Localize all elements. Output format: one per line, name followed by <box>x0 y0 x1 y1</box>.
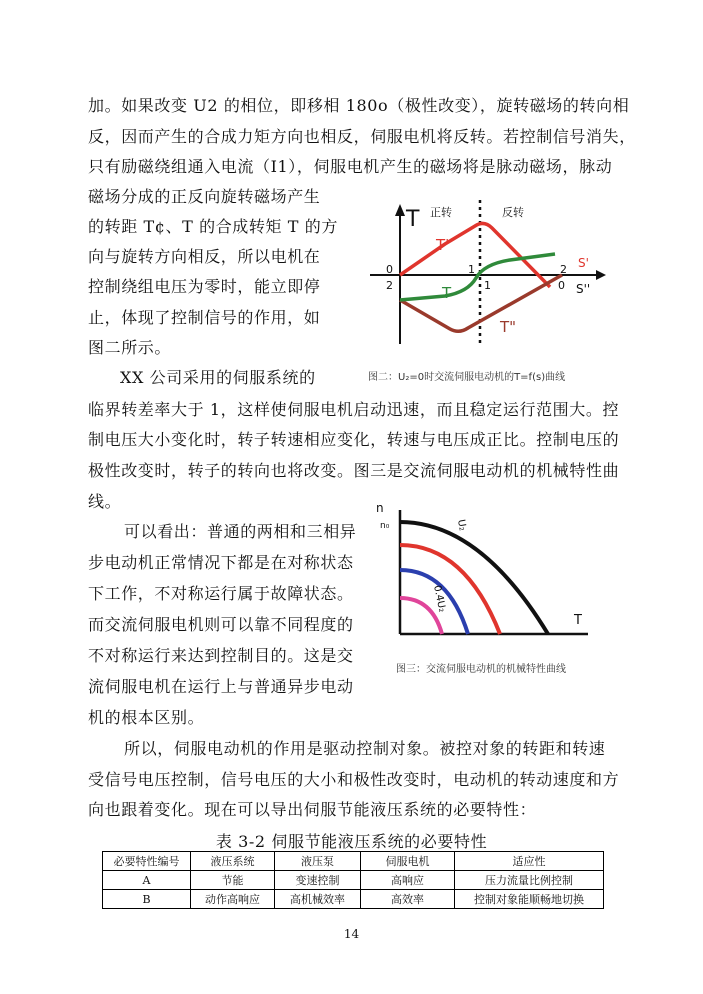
text-line: 的转距 T¢、T 的合成转矩 T 的方 <box>88 217 338 236</box>
left-two-label: 2 <box>386 279 393 292</box>
s-double-prime-label: S'' <box>576 282 591 296</box>
table-cell: 控制对象能顺畅地切换 <box>455 890 604 909</box>
text-line: 极性改变时，转子的转向也将改变。图三是交流伺服电动机的机械特性曲 <box>88 461 620 480</box>
t-prime-label: T' <box>436 236 450 254</box>
table-cell: 变速控制 <box>275 871 361 890</box>
table-header-cell: 液压泵 <box>275 852 361 871</box>
n-axis-label: n <box>376 501 384 515</box>
right-two-label: 2 <box>560 263 567 276</box>
table-cell: A <box>103 871 191 890</box>
characteristics-table <box>102 851 604 909</box>
text-line: 步电动机正常情况下都是在对称状态 <box>88 553 354 572</box>
text-line: 可以看出：普通的两相和三相异 <box>124 522 357 541</box>
table-header-cell: 伺服电机 <box>361 852 455 871</box>
text-line: 控制绕组电压为零时，能立即停 <box>88 277 321 296</box>
top-one-label: 1 <box>468 263 475 276</box>
t-axis-label: T <box>574 613 582 628</box>
text-line: 受信号电压控制，信号电压的大小和极性改变时，电动机的转动速度和方 <box>88 770 620 789</box>
figure-2-torque-slip-chart <box>350 192 610 352</box>
table-cell: 高机械效率 <box>275 890 361 909</box>
text-line: 临界转差率大于 1，这样使伺服电机启动迅速，而且稳定运行范围大。控 <box>88 400 620 419</box>
text-line: 线。 <box>88 492 122 511</box>
x-axis-arrow <box>596 270 606 280</box>
figure-3-caption: 图三：交流伺服电动机的机械特性曲线 <box>396 664 566 675</box>
left-zero-label: 0 <box>386 263 393 276</box>
forward-label: 正转 <box>430 206 452 219</box>
text-line: 反，因而产生的合成力矩方向也相反，伺服电机将反转。若控制信号消失， <box>88 127 636 146</box>
text-line: 流伺服电机在运行上与普通异步电动 <box>88 677 354 696</box>
figure-3-mechanical-characteristic-chart <box>370 500 595 645</box>
text-line: 向也跟着变化。现在可以导出伺服节能液压系统的必要特性： <box>88 800 537 819</box>
t-label: T <box>442 284 452 302</box>
table-header-row <box>103 852 604 871</box>
text-line: 加。如果改变 U2 的相位，即移相 180o（极性改变），旋转磁场的转向相 <box>88 96 630 115</box>
text-line: 制电压大小变化时，转子转速相应变化，转速与电压成正比。控制电压的 <box>88 430 620 449</box>
text-line: XX 公司采用的伺服系统的 <box>120 368 316 387</box>
table-cell: 动作高响应 <box>191 890 275 909</box>
y-axis-arrow <box>395 204 405 216</box>
u04-label: 0.4U₂ <box>431 584 448 614</box>
curve-t-double-prime <box>400 275 562 331</box>
curve-blue <box>400 570 468 634</box>
text-line: 不对称运行来达到控制目的。这是交 <box>88 646 354 665</box>
text-line: 下工作，不对称运行属于故障状态。 <box>88 584 354 603</box>
table-header-cell: 必要特性编号 <box>103 852 191 871</box>
text-line: 只有励磁绕组通入电流（I1），伺服电机产生的磁场将是脉动磁场，脉动 <box>88 157 613 176</box>
right-zero-label: 0 <box>558 279 565 292</box>
table-cell: 节能 <box>191 871 275 890</box>
text-line: 机的根本区别。 <box>88 708 205 727</box>
curve-u2 <box>400 522 548 634</box>
text-line: 止，体现了控制信号的作用，如 <box>88 308 321 327</box>
table-cell: 高响应 <box>361 871 455 890</box>
table-caption: 表 3-2 伺服节能液压系统的必要特性 <box>215 832 488 851</box>
table-cell: B <box>103 890 191 909</box>
n0-label: n₀ <box>380 521 390 531</box>
table-row <box>103 871 604 890</box>
text-line: 所以，伺服电动机的作用是驱动控制对象。被控对象的转距和转速 <box>124 739 606 758</box>
text-line: 而交流伺服电机则可以靠不同程度的 <box>88 615 354 634</box>
text-line: 向与旋转方向相反，所以电机在 <box>88 247 321 266</box>
text-line: 磁场分成的正反向旋转磁场产生 <box>88 187 321 206</box>
reverse-label: 反转 <box>502 206 524 219</box>
table-header-cell: 适应性 <box>455 852 604 871</box>
t-double-prime-label: T" <box>500 318 517 336</box>
t-axis-label: T <box>406 207 420 232</box>
figure-2-caption: 图二：U₂=0时交流伺服电动机的T=f(s)曲线 <box>368 372 566 383</box>
s-prime-label: S' <box>578 256 589 270</box>
page-number: 14 <box>343 927 360 941</box>
u2-label: U₂ <box>455 518 468 532</box>
text-line: 图二所示。 <box>88 338 172 357</box>
table-row <box>103 890 604 909</box>
table-cell: 高效率 <box>361 890 455 909</box>
bottom-one-label: 1 <box>484 279 491 292</box>
table-header-cell: 液压系统 <box>191 852 275 871</box>
table-cell: 压力流量比例控制 <box>455 871 604 890</box>
